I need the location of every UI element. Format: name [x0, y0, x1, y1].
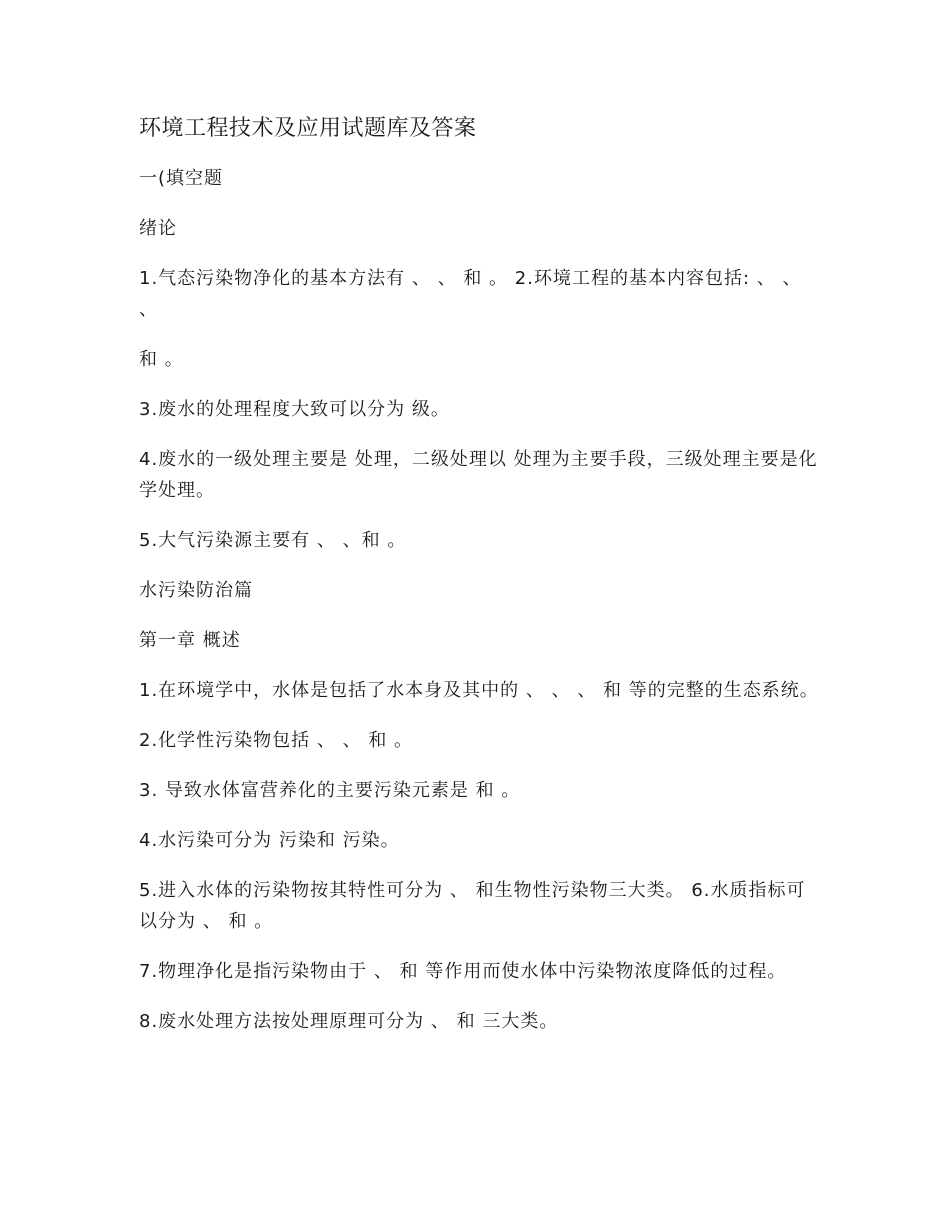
section-heading-water: 水污染防治篇	[139, 580, 253, 601]
question-ch1-8: 8.废水处理方法按处理原理可分为 、 和 三大类。	[139, 1011, 559, 1032]
question-intro-5: 5.大气污染源主要有 、 、和 。	[139, 530, 407, 551]
question-intro-2-cont: 和 。	[139, 349, 184, 370]
question-ch1-4: 4.水污染可分为 污染和 污染。	[139, 830, 400, 851]
question-intro-3: 3.废水的处理程度大致可以分为 级。	[139, 399, 450, 420]
document-page	[139, 113, 819, 1056]
document-title: 环境工程技术及应用试题库及答案	[139, 116, 477, 141]
chapter-heading-1: 第一章 概述	[139, 630, 241, 651]
question-intro-4: 4.废水的一级处理主要是 处理，二级处理以 处理为主要手段，三级处理主要是化学处理。	[139, 449, 818, 501]
section-heading-intro: 绪论	[139, 218, 177, 239]
question-ch1-5-6: 5.进入水体的污染物按其特性可分为 、 和生物性污染物三大类。 6.水质指标可以分为 、 和 。	[139, 880, 806, 932]
question-intro-1-2: 1.气态污染物净化的基本方法有 、 、 和 。 2.环境工程的基本内容包括: 、 、 、	[139, 268, 809, 320]
section-heading-fill-in: 一(填空题	[139, 168, 224, 189]
question-ch1-3: 3. 导致水体富营养化的主要污染元素是 和 。	[139, 780, 521, 801]
question-ch1-7: 7.物理净化是指污染物由于 、 和 等作用而使水体中污染物浓度降低的过程。	[139, 961, 787, 982]
question-ch1-1: 1.在环境学中，水体是包括了水本身及其中的 、 、 、 和 等的完整的生态系统。	[139, 680, 819, 701]
question-ch1-2: 2.化学性污染物包括 、 、 和 。	[139, 730, 414, 751]
